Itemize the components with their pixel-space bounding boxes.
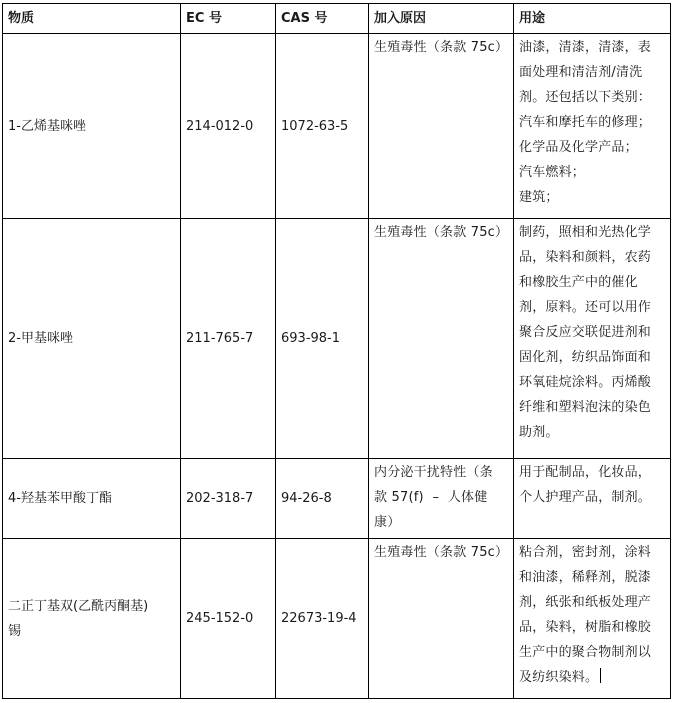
- uses-text: [514, 459, 671, 539]
- uses-line: 纤维和塑料泡沫的染色: [519, 400, 652, 415]
- reason-text: 生殖毒性（条款 75c）: [369, 34, 514, 219]
- text-cursor: [600, 668, 601, 683]
- header-cas-number: CAS 号: [276, 4, 369, 34]
- reason-line: 款 57(f) – 人体健: [374, 490, 488, 505]
- substance-name: 4-羟基苯甲酸丁酯: [3, 459, 181, 539]
- uses-line: 汽车和摩托车的修理；: [519, 115, 652, 130]
- substance-name: [3, 539, 181, 699]
- cas-number: 1072-63-5: [276, 34, 369, 219]
- uses-line: 生产中的聚合物制剂以: [519, 645, 652, 660]
- uses-line: 品，染料，树脂和橡胶: [519, 620, 652, 635]
- reason-text: 生殖毒性（条款 75c）: [369, 539, 514, 699]
- ec-number: 214-012-0: [181, 34, 276, 219]
- uses-line: 面处理和清洁剂/清洗: [519, 65, 643, 80]
- substance-line: 二正丁基双(乙酰丙酮基): [8, 598, 149, 614]
- reason-line: 康）: [374, 515, 401, 530]
- uses-line: 油漆，清漆，清漆，表: [519, 40, 652, 55]
- header-row: [3, 4, 671, 34]
- uses-line: 个人护理产品，制剂。: [519, 490, 652, 505]
- uses-line: 建筑；: [519, 190, 559, 205]
- reason-text: [369, 459, 514, 539]
- uses-line: 用于配制品，化妆品，: [519, 465, 652, 480]
- table-row: [3, 219, 671, 459]
- uses-line: 固化剂，纺织品饰面和: [519, 350, 652, 365]
- uses-text: [514, 34, 671, 219]
- table-row: [3, 539, 671, 699]
- uses-line: [519, 665, 665, 690]
- uses-line: 粘合剂，密封剂，涂料: [519, 545, 652, 560]
- reason-line: 内分泌干扰特性（条: [374, 465, 493, 480]
- substance-table: [2, 3, 671, 699]
- uses-line: 汽车燃料；: [519, 165, 586, 180]
- header-substance: 物质: [3, 4, 181, 34]
- uses-line: 和油漆，稀释剂，脱漆: [519, 570, 652, 585]
- cas-number: 94-26-8: [276, 459, 369, 539]
- uses-line: 剂，原料。还可以用作: [519, 300, 652, 315]
- uses-text: [514, 219, 671, 459]
- uses-line: 助剂。: [519, 425, 559, 440]
- uses-line: 聚合反应交联促进剂和: [519, 325, 652, 340]
- ec-number: 202-318-7: [181, 459, 276, 539]
- ec-number: 211-765-7: [181, 219, 276, 459]
- substance-name: 1-乙烯基咪唑: [3, 34, 181, 219]
- ec-number: 245-152-0: [181, 539, 276, 699]
- cas-number: 693-98-1: [276, 219, 369, 459]
- substance-line: 锡: [8, 623, 22, 639]
- uses-line: 和橡胶生产中的催化: [519, 275, 638, 290]
- uses-line: 剂。还包括以下类别：: [519, 90, 652, 105]
- uses-line: 环氧硅烷涂料。丙烯酸: [519, 375, 652, 390]
- table-row: [3, 459, 671, 539]
- cas-number: 22673-19-4: [276, 539, 369, 699]
- header-uses: 用途: [514, 4, 671, 34]
- substance-name: 2-甲基咪唑: [3, 219, 181, 459]
- uses-line-text: 及纺织染料。: [519, 670, 599, 685]
- uses-line: 制药，照相和光热化学: [519, 225, 652, 240]
- header-reason: 加入原因: [369, 4, 514, 34]
- uses-line: 化学品及化学产品；: [519, 140, 638, 155]
- uses-text: [514, 539, 671, 699]
- table-row: [3, 34, 671, 219]
- uses-line: 剂，纸张和纸板处理产: [519, 595, 652, 610]
- uses-line: 品，染料和颜料，农药: [519, 250, 652, 265]
- header-ec-number: EC 号: [181, 4, 276, 34]
- reason-text: 生殖毒性（条款 75c）: [369, 219, 514, 459]
